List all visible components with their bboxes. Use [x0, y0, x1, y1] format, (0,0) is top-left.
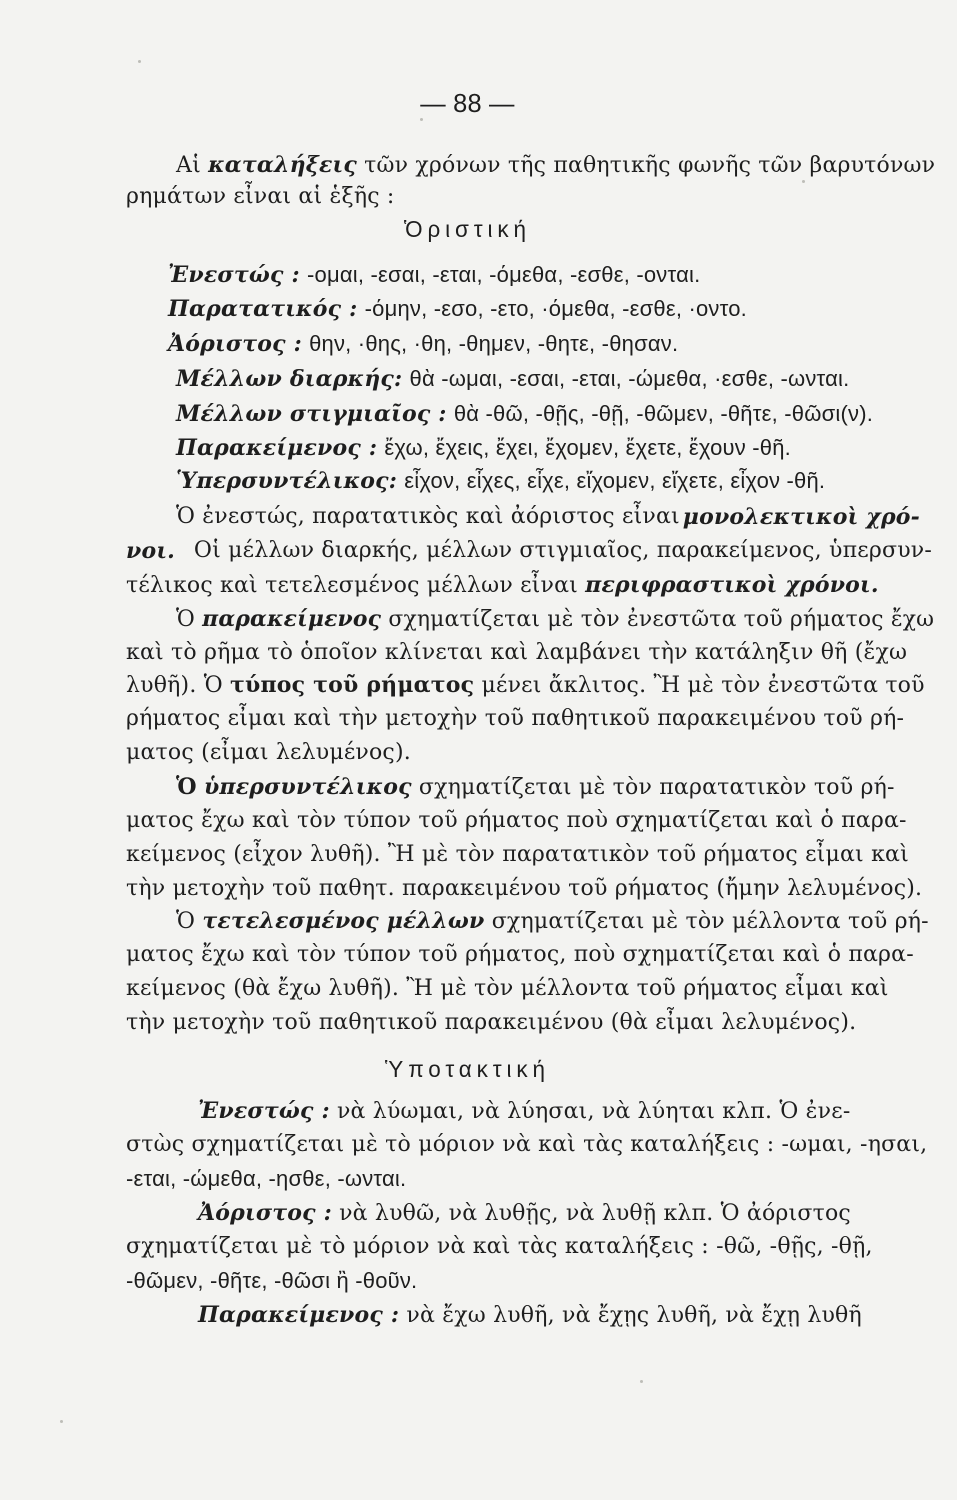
para1-line-2: νοι. Οἱ μέλλων διαρκής, μέλλων στιγμιαῖος, παρακείμενος, ὑπερσυν-	[126, 538, 932, 564]
para2-line-5: ματος (εἶμαι λελυμένος).	[126, 740, 411, 765]
paper-speck	[802, 180, 805, 183]
para4-line-2: ματος ἔχω καὶ τὸν τύπον τοῦ ρήματος, ποὺ σχηματίζεται καὶ ὁ παρα-	[126, 942, 914, 967]
paradigm-row-enestos: Ἐνεστώς : -ομαι, -εσαι, -εται, -όμεθα, -εσθε, -ονται.	[168, 262, 701, 288]
para4-line-3: κείμενος (θὰ ἔχω λυθῆ). Ἢ μὲ τὸν μέλλοντα τοῦ ρήματος εἶμαι καὶ	[126, 976, 889, 1001]
paradigm-row-parakeimenos: Παρακείμενος : ἔχω, ἔχεις, ἔχει, ἔχομεν, ἔχετε, ἔχουν -θῆ.	[176, 435, 791, 461]
intro-line-2: ρημάτων εἶναι αἱ ἑξῆς :	[126, 184, 395, 209]
page-number: — 88 —	[420, 88, 515, 118]
para2-line-4: ρήματος εἶμαι καὶ τὴν μετοχὴν τοῦ παθητικοῦ παρακειμένου τοῦ ρή-	[126, 706, 905, 731]
ypo-parakeimenos-line-1: Παρακείμενος : νὰ ἔχω λυθῆ, νὰ ἔχῃς λυθῆ, νὰ ἔχῃ λυθῆ	[198, 1302, 862, 1328]
para3-line-2: ματος ἔχω καὶ τὸν τύπον τοῦ ρήματος ποὺ σχηματίζεται καὶ ὁ παρα-	[126, 808, 907, 833]
paradigm-row-aoristos: Ἀόριστος : θην, ·θης, ·θη, -θημεν, -θητε, -θησαν.	[168, 331, 679, 357]
ypo-enestos-line-2: στὼς σχηματίζεται μὲ τὸ μόριον νὰ καὶ τὰς καταλήξεις : -ωμαι, -ησαι,	[126, 1132, 928, 1157]
section-heading-oristiki: Ὁριστική	[404, 216, 531, 242]
paradigm-row-paratatikos: Παρατατικός : -όμην, -εσο, -ετο, ·όμεθα, -εσθε, ·οντο.	[168, 296, 747, 322]
intro-line-1: Αἱ καταλήξεις τῶν χρόνων τῆς παθητικῆς φωνῆς τῶν βαρυτόνων	[176, 152, 936, 178]
ypo-aoristos-line-2: σχηματίζεται μὲ τὸ μόριον νὰ καὶ τὰς καταλήξεις : -θῶ, -θῇς, -θῇ,	[126, 1234, 873, 1259]
ypo-aoristos-line-1: Ἀόριστος : νὰ λυθῶ, νὰ λυθῇς, νὰ λυθῇ κλπ. Ὁ ἀόριστος	[198, 1200, 851, 1226]
term-parakeimenos: παρακείμενος	[202, 606, 382, 632]
term-tetelesmenos-mellon: τετελεσμένος μέλλων	[202, 908, 485, 934]
paradigm-row-ypersyntelikos: Ὑπερσυντέλικος: εἶχον, εἶχες, εἶχε, εἴχομεν, εἴχετε, εἶχον -θῆ.	[176, 468, 826, 494]
para3-line-3: κείμενος (εἶχον λυθῆ). Ἢ μὲ τὸν παρατατικὸν τοῦ ρήματος εἶμαι καὶ	[126, 842, 909, 867]
section-heading-ypotaktiki: Ὑποτακτική	[385, 1056, 550, 1082]
ypo-aoristos-line-3: -θῶμεν, -θῆτε, -θῶσι ἢ -θοῦν.	[126, 1268, 418, 1293]
ypo-enestos-line-3: -εται, -ώμεθα, -ησθε, -ωνται.	[126, 1166, 407, 1191]
paradigm-row-mellon-diarkis: Μέλλων διαρκής: θὰ -ωμαι, -εσαι, -εται, -ώμεθα, ·εσθε, -ωνται.	[176, 366, 850, 392]
para2-line-2: καὶ τὸ ρῆμα τὸ ὁποῖον κλίνεται καὶ λαμβάνει τὴν κατάληξιν θῆ (ἔχω	[126, 640, 908, 665]
para2-line-1: Ὁ παρακείμενος σχηματίζεται μὲ τὸν ἐνεστῶτα τοῦ ρήματος ἔχω	[176, 606, 935, 632]
para1-line-3: τέλικος καὶ τετελεσμένος μέλλων εἶναι περιφραστικοὶ χρόνοι.	[126, 572, 879, 598]
paper-speck	[640, 1380, 643, 1383]
para1-line-1: Ὁ ἐνεστώς, παρατατικὸς καὶ ἀόριστος εἶναι μονολεκτικοὶ χρό-	[176, 504, 920, 530]
ypo-enestos-line-1: Ἐνεστώς : νὰ λύωμαι, νὰ λύησαι, νὰ λύηται κλπ. Ὁ ἐνε-	[198, 1098, 851, 1124]
para2-line-3: λυθῆ). Ὁ τύπος τοῦ ρήματος μένει ἄκλιτος. Ἢ μὲ τὸν ἐνεστῶτα τοῦ	[126, 672, 925, 698]
term-kataliksis: καταλήξεις	[208, 152, 357, 178]
para3-line-4: τὴν μετοχὴν τοῦ παθητ. παρακειμένου τοῦ ρήματος (ἤμην λελυμένος).	[126, 876, 923, 901]
paradigm-row-mellon-stigmiaios: Μέλλων στιγμιαῖος : θὰ -θῶ, -θῇς, -θῇ, -θῶμεν, -θῆτε, -θῶσι(ν).	[176, 401, 874, 427]
term-ypersyntelikos: ὑπερσυντέλικος	[203, 774, 412, 800]
para4-line-1: Ὁ τετελεσμένος μέλλων σχηματίζεται μὲ τὸν μέλλοντα τοῦ ρή-	[176, 908, 929, 934]
para3-line-1: Ὁ ὑπερσυντέλικος σχηματίζεται μὲ τὸν παρατατικὸν τοῦ ρή-	[176, 774, 895, 800]
para4-line-4: τὴν μετοχὴν τοῦ παθητικοῦ παρακειμένου (θὰ εἶμαι λελυμένος).	[126, 1010, 857, 1035]
paper-speck	[138, 60, 141, 63]
paper-speck	[420, 118, 423, 121]
paper-speck	[60, 1420, 63, 1423]
